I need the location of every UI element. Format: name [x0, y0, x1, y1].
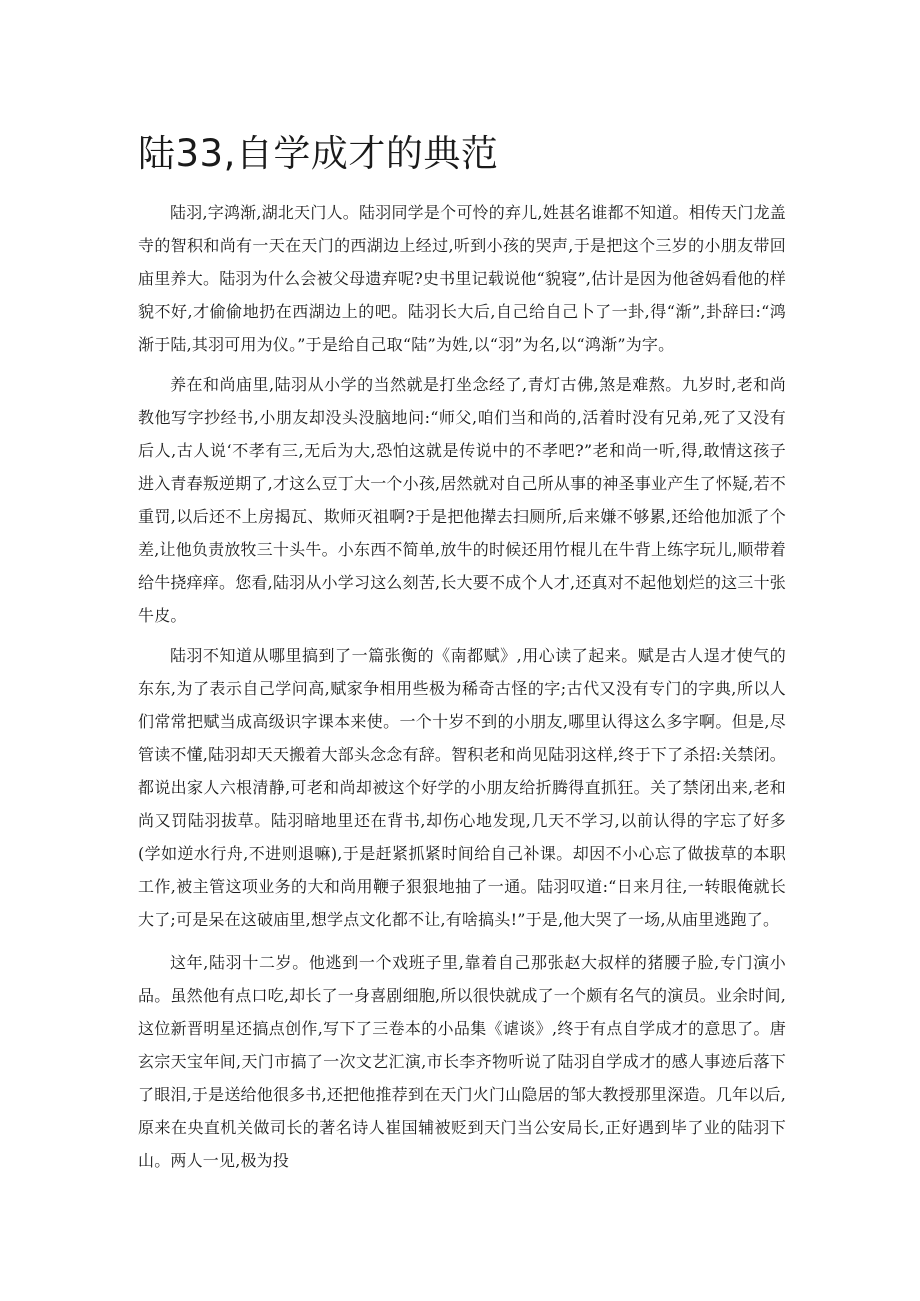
document-body: [138, 196, 786, 1184]
paragraph-4: 这年,陆羽十二岁。他逃到一个戏班子里,靠着自己那张赵大叔样的猪腰子脸,专门演小品。虽然他有点口吃,却长了一身喜剧细胞,所以很快就成了一个颇有名气的演员。业余时间,这位新晋明星还搞点创作,写下了三卷本的小品集《谑谈》,终于有点自学成才的意思了。唐玄宗天宝年间,天门市搞了一次文艺汇演,市长李齐物听说了陆羽自学成才的感人事迹后落下了眼泪,于是送给他很多书,还把他推荐到在天门火门山隐居的邹大教授那里深造。几年以后,原来在央直机关做司长的著名诗人崔国辅被贬到天门当公安局长,正好遇到毕了业的陆羽下山。两人一见,极为投: [138, 953, 786, 1170]
paragraph-3: 陆羽不知道从哪里搞到了一篇张衡的《南都赋》,用心读了起来。赋是古人逞才使气的东东,为了表示自己学问高,赋家争相用些极为稀奇古怪的字;古代又没有专门的字典,所以人们常常把赋当成高级识字课本来使。一个十岁不到的小朋友,哪里认得这么多字啊。但是,尽管读不懂,陆羽却天天搬着大部头念念有辞。智积老和尚见陆羽这样,终于下了杀招:关禁闭。都说出家人六根清静,可老和尚却被这个好学的小朋友给折腾得直抓狂。关了禁闭出来,老和尚又罚陆羽拔草。陆羽暗地里还在背书,却伤心地发现,几天不学习,以前认得的字忘了好多(学如逆水行舟,不进则退嘛),于是赶紧抓紧时间给自己补课。却因不小心忘了做拔草的本职工作,被主管这项业务的大和尚用鞭子狠狠地抽了一通。陆羽叹道:“日来月往,一转眼俺就长大了;可是呆在这破庙里,想学点文化都不让,有啥搞头!”于是,他大哭了一场,从庙里逃跑了。: [138, 646, 786, 929]
paragraph-2: 养在和尚庙里,陆羽从小学的当然就是打坐念经了,青灯古佛,煞是难熬。九岁时,老和尚教他写字抄经书,小朋友却没头没脑地问:“师父,咱们当和尚的,活着时没有兄弟,死了又没有后人,古人说‘不孝有三,无后为大,恐怕这就是传说中的不孝吧?”老和尚一听,得,敢情这孩子进入青春叛逆期了,才这么豆丁大一个小孩,居然就对自己所从事的神圣事业产生了怀疑,若不重罚,以后还不上房揭瓦、欺师灭祖啊?于是把他撵去扫厕所,后来嫌不够累,还给他加派了个差,让他负责放牧三十头牛。小东西不简单,放牛的时候还用竹棍儿在牛背上练字玩儿,顺带着给牛挠痒痒。您看,陆羽从小学习这么刻苦,长大要不成个人才,还真对不起他划烂的这三十张牛皮。: [138, 375, 786, 625]
paragraph-1: 陆羽,字鸿渐,湖北天门人。陆羽同学是个可怜的弃儿,姓甚名谁都不知道。相传天门龙盖寺的智积和尚有一天在天门的西湖边上经过,听到小孩的哭声,于是把这个三岁的小朋友带回庙里养大。陆羽为什么会被父母遗弃呢?史书里记载说他“貌寝”,估计是因为他爸妈看他的样貌不好,才偷偷地扔在西湖边上的吧。陆羽长大后,自己给自己卜了一卦,得“渐”,卦辞曰:“鸿渐于陆,其羽可用为仪。”于是给自己取“陆”为姓,以“羽”为名,以“鸿渐”为字。: [138, 203, 786, 354]
document-title: 陆33,自学成才的典范: [138, 132, 499, 175]
